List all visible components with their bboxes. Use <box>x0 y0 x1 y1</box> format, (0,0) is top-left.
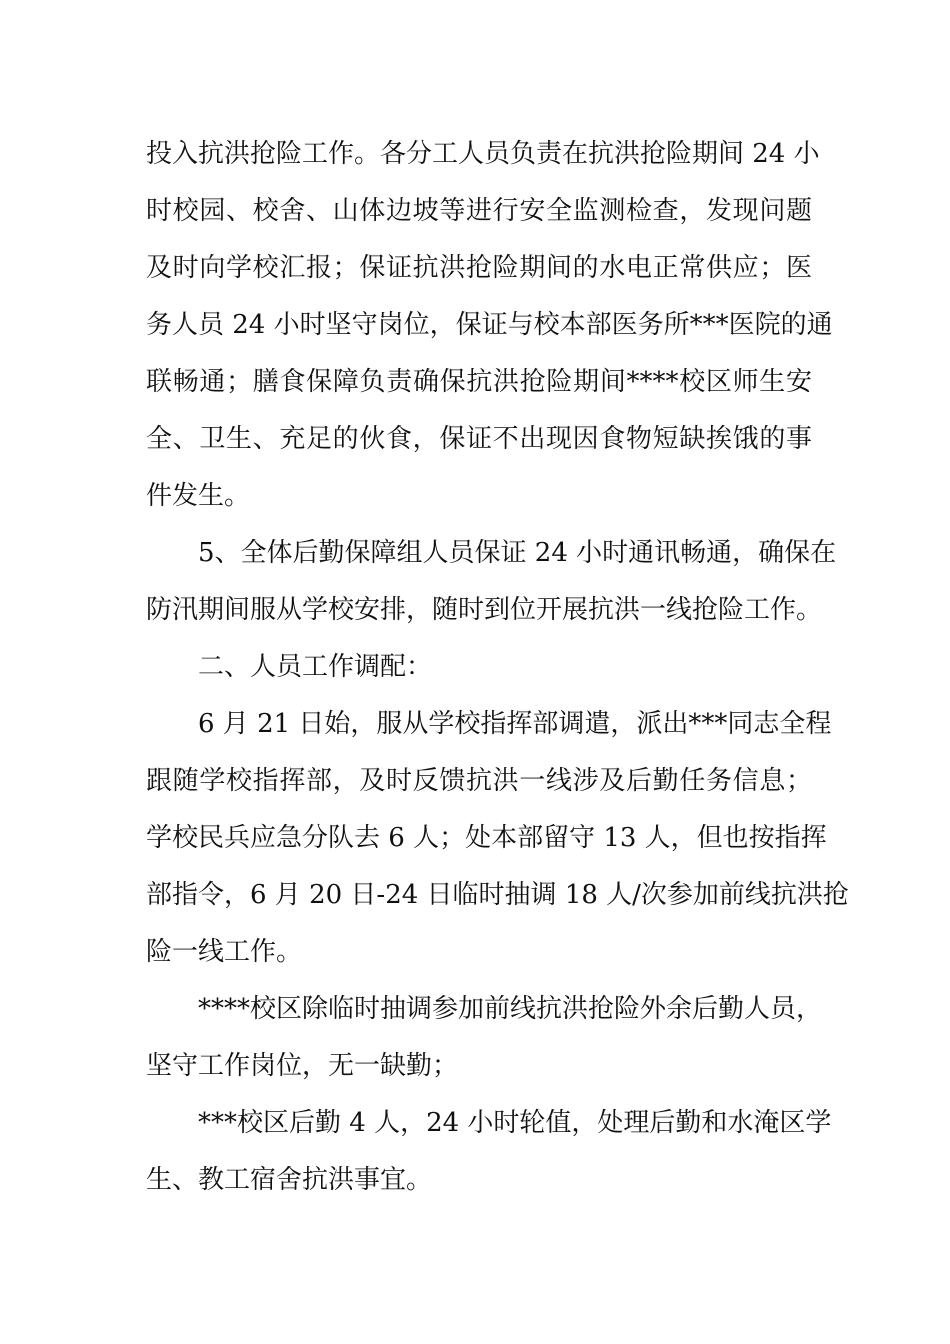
text-line: ****校区除临时抽调参加前线抗洪抢险外余后勤人员， <box>198 994 823 1024</box>
text-line: ***校区后勤 4 人，24 小时轮值，处理后勤和水淹区学 <box>198 1108 832 1138</box>
text-line: 及时向学校汇报；保证抗洪抢险期间的水电正常供应；医 <box>146 253 812 283</box>
text-line: 全、卫生、充足的伙食，保证不出现因食物短缺挨饿的事 <box>146 424 812 454</box>
text-line: 生、教工宿舍抗洪事宜。 <box>146 1165 433 1195</box>
paragraph-4 <box>146 981 823 1095</box>
text-line: 5、全体后勤保障组人员保证 24 小时通讯畅通，确保在 <box>198 538 837 568</box>
paragraph-3 <box>146 696 849 981</box>
text-line: 联畅通；膳食保障负责确保抗洪抢险期间****校区师生安 <box>146 367 812 397</box>
paragraph-2 <box>146 525 837 639</box>
text-line: 防汛期间服从学校安排，随时到位开展抗洪一线抢险工作。 <box>146 595 823 625</box>
section-heading <box>146 639 812 696</box>
text-line: 部指令，6 月 20 日-24 日临时抽调 18 人/次参加前线抗洪抢 <box>146 880 849 910</box>
text-line: 投入抗洪抢险工作。各分工人员负责在抗洪抢险期间 24 小 <box>146 139 820 169</box>
text-line: 时校园、校舍、山体边坡等进行安全监测检查，发现问题 <box>146 196 812 226</box>
heading-line: 二、人员工作调配： <box>198 652 433 682</box>
text-line: 险一线工作。 <box>146 937 303 967</box>
document-body <box>146 126 849 1209</box>
text-line: 学校民兵应急分队去 6 人；处本部留守 13 人，但也按指挥 <box>146 823 827 853</box>
text-line: 6 月 21 日始，服从学校指挥部调遣，派出***同志全程 <box>198 709 832 739</box>
text-line: 跟随学校指挥部，及时反馈抗洪一线涉及后勤任务信息； <box>146 766 812 796</box>
text-line: 务人员 24 小时坚守岗位，保证与校本部医务所***医院的通 <box>146 310 833 340</box>
text-line: 件发生。 <box>146 481 251 511</box>
text-line: 坚守工作岗位，无一缺勤； <box>146 1051 459 1081</box>
paragraph-1 <box>146 126 833 525</box>
paragraph-5 <box>146 1095 832 1209</box>
